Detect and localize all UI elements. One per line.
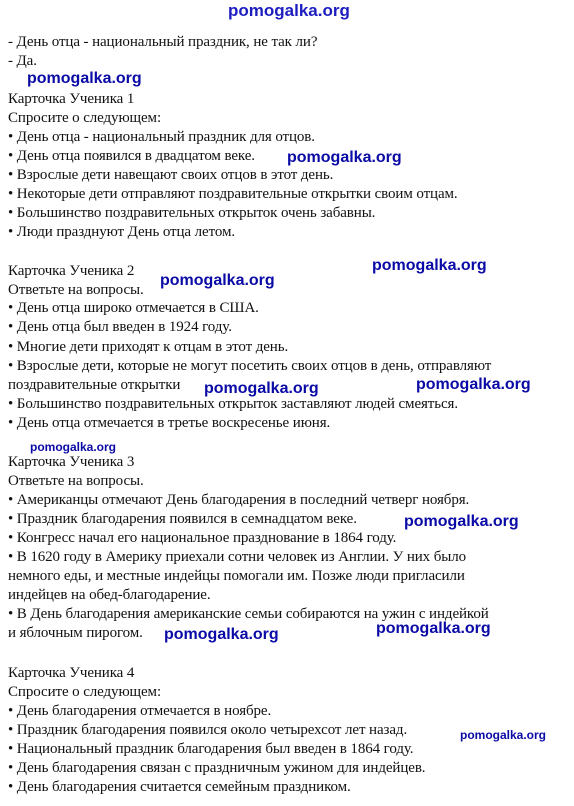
card-2-item: • День отца отмечается в третье воскресенье июня. [8, 415, 331, 431]
watermark: pomogalka.org [27, 70, 142, 87]
dialogue-line: - День отца - национальный праздник, не так ли? [8, 34, 318, 50]
card-2-item: • Многие дети приходят к отцам в этот день. [8, 339, 289, 355]
card-4-item: • Праздник благодарения появился около четырехсот лет назад. [8, 722, 408, 738]
card-3-item: • В 1620 году в Америку приехали сотни человек из Англии. У них было [8, 549, 467, 565]
card-1-item: • Взрослые дети навещают своих отцов в этот день. [8, 167, 334, 183]
card-2-item: • День отца широко отмечается в США. [8, 300, 259, 316]
card-3-item-continuation: и яблочным пирогом. [8, 625, 143, 641]
card-3-item-continuation: немного еды, и местные индейцы помогали им. Позже люди пригласили [8, 568, 465, 584]
watermark: pomogalka.org [460, 728, 547, 742]
watermark: pomogalka.org [30, 440, 117, 454]
watermark: pomogalka.org [376, 620, 491, 637]
card-3-item: • Американцы отмечают День благодарения в последний четверг ноября. [8, 492, 470, 508]
watermark: pomogalka.org [164, 626, 279, 643]
card-3-item-continuation: индейцев на обед-благодарение. [8, 587, 211, 603]
card-3-item: • В День благодарения американские семьи собираются на ужин с индейкой [8, 606, 489, 622]
card-1-item: • День отца появился в двадцатом веке. [8, 148, 255, 164]
card-4-item: • День благодарения считается семейным праздником. [8, 779, 351, 795]
dialogue-line: - Да. [8, 53, 37, 69]
card-4-item: • День благодарения отмечается в ноябре. [8, 703, 272, 719]
card-1-instruction: Спросите о следующем: [8, 110, 162, 126]
card-3-title: Карточка Ученика 3 [8, 454, 135, 470]
header-watermark: pomogalka.org [228, 1, 350, 20]
watermark: pomogalka.org [204, 380, 319, 397]
card-2-item: • Взрослые дети, которые не могут посетить своих отцов в день, отправляют [8, 358, 492, 374]
watermark: pomogalka.org [404, 513, 519, 530]
watermark: pomogalka.org [287, 149, 402, 166]
watermark: pomogalka.org [160, 272, 275, 289]
card-2-instruction: Ответьте на вопросы. [8, 282, 144, 298]
card-4-item: • День благодарения связан с праздничным ужином для индейцев. [8, 760, 426, 776]
card-1-title: Карточка Ученика 1 [8, 91, 135, 107]
card-4-item: • Национальный праздник благодарения был введен в 1864 году. [8, 741, 414, 757]
card-3-instruction: Ответьте на вопросы. [8, 473, 144, 489]
card-3-item: • Праздник благодарения появился в семнадцатом веке. [8, 511, 357, 527]
card-2-title: Карточка Ученика 2 [8, 263, 135, 279]
card-4-title: Карточка Ученика 4 [8, 665, 135, 681]
card-4-instruction: Спросите о следующем: [8, 684, 162, 700]
watermark: pomogalka.org [372, 257, 487, 274]
card-1-item: • Некоторые дети отправляют поздравительные открытки своим отцам. [8, 186, 458, 202]
card-2-item: • День отца был введен в 1924 году. [8, 319, 232, 335]
card-2-item: • Большинство поздравительных открыток заставляют людей смеяться. [8, 396, 459, 412]
card-2-item-continuation: поздравительные открытки [8, 377, 181, 393]
card-1-item: • День отца - национальный праздник для отцов. [8, 129, 315, 145]
watermark: pomogalka.org [416, 376, 531, 393]
card-3-item: • Конгресс начал его национальное празднование в 1864 году. [8, 530, 397, 546]
card-1-item: • Большинство поздравительных открыток очень забавны. [8, 205, 376, 221]
card-1-item: • Люди празднуют День отца летом. [8, 224, 235, 240]
